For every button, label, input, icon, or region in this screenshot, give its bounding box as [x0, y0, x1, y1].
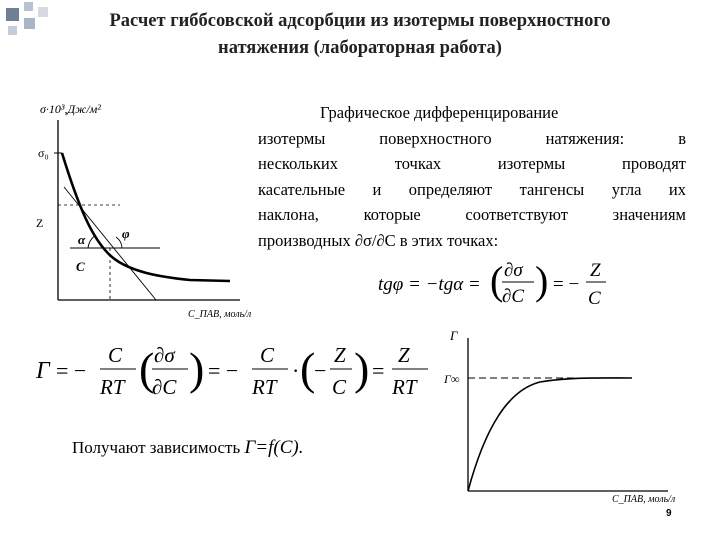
svg-text:C: C: [332, 375, 347, 399]
page-number: 9: [666, 508, 672, 519]
svg-text:∂C: ∂C: [502, 286, 525, 307]
decor-square-1: [6, 8, 19, 21]
svg-text:Z: Z: [590, 260, 601, 281]
right-graph-x-label: C_ПАВ, моль/л: [612, 494, 676, 505]
svg-text:Γ: Γ: [36, 358, 50, 384]
tangent-formula: [378, 252, 618, 314]
body-line-6: производных ∂σ/∂C в этих точках:: [258, 230, 499, 250]
svg-text:−: −: [314, 358, 327, 383]
svg-text:= −: = −: [56, 358, 87, 383]
adsorption-isotherm-graph: [430, 328, 690, 526]
body-line-4: касательные и определяют тангенсы угла их: [258, 179, 686, 199]
svg-text:= −: = −: [208, 358, 239, 383]
gamma-dependence-text: [72, 437, 303, 459]
svg-text:C: C: [260, 343, 275, 367]
left-graph-x-label: C_ПАВ, моль/л: [188, 309, 252, 320]
svg-text:RT: RT: [392, 375, 417, 399]
adsorption-curve: [468, 378, 632, 491]
left-graph-y-label: σ·10³,Дж/м²: [40, 102, 101, 116]
sigma0-label: σ₀: [38, 146, 49, 160]
gibbs-adsorption-formula: [36, 336, 431, 406]
svg-text:tgφ = −tgα =: tgφ = −tgα =: [378, 274, 481, 295]
body-line-3: нескольких точках изотермы проводят: [258, 154, 686, 173]
body-paragraph: [258, 100, 686, 253]
title-line-2: натяжения (лабораторная работа): [218, 38, 502, 58]
svg-text:(: (: [300, 343, 316, 394]
gamma-function: Γ=f(C).: [244, 437, 304, 458]
svg-text:C: C: [588, 288, 601, 309]
svg-text:): ): [189, 343, 205, 394]
right-graph-y-label: Γ: [450, 328, 458, 343]
svg-text:∂C: ∂C: [152, 375, 177, 399]
body-line-1: Графическое дифференцирование: [320, 103, 559, 122]
svg-text:=: =: [372, 358, 385, 383]
svg-text:·: ·: [292, 358, 300, 383]
z-label: Z: [36, 216, 44, 230]
decor-square-3: [24, 18, 35, 29]
svg-text:= −: = −: [553, 274, 580, 295]
svg-text:RT: RT: [100, 375, 125, 399]
svg-text:): ): [535, 258, 549, 303]
tg-formula-text: tgφ = −tgα = (∂σ/∂C) = −Z/C: [378, 252, 390, 253]
c-label: C: [76, 259, 85, 274]
alpha-label: α: [78, 232, 86, 247]
gamma-prefix: Получают зависимость: [72, 438, 245, 457]
svg-text:RT: RT: [252, 375, 277, 399]
svg-text:C: C: [108, 343, 123, 367]
decor-square-5: [8, 26, 17, 35]
gamma-infinity-label: Γ∞: [444, 372, 460, 386]
slide-title: [60, 8, 660, 62]
svg-text:Z: Z: [334, 343, 346, 367]
svg-text:): ): [354, 343, 370, 394]
svg-text:∂σ: ∂σ: [154, 343, 175, 367]
gibbs-formula-text: Γ = −(C/RT)(∂σ/∂C) = −(C/RT)·(−Z/C) = Z/RT: [36, 336, 55, 337]
svg-text:(: (: [490, 258, 504, 303]
body-line-5: наклона, которые соответствуют значениям: [258, 205, 686, 224]
isotherm-curve: [62, 153, 230, 281]
decor-square-2: [24, 2, 33, 11]
decor-square-4: [38, 7, 48, 17]
svg-text:Z: Z: [398, 343, 410, 367]
body-line-2: изотермы поверхностного натяжения: в: [258, 128, 686, 148]
phi-label: φ: [122, 226, 130, 241]
svg-text:(: (: [139, 343, 155, 394]
surface-tension-isotherm-graph: [30, 95, 270, 330]
svg-text:∂σ: ∂σ: [504, 260, 523, 281]
title-line-1: Расчет гиббсовской адсорбции из изотермы поверхностного: [109, 11, 611, 31]
